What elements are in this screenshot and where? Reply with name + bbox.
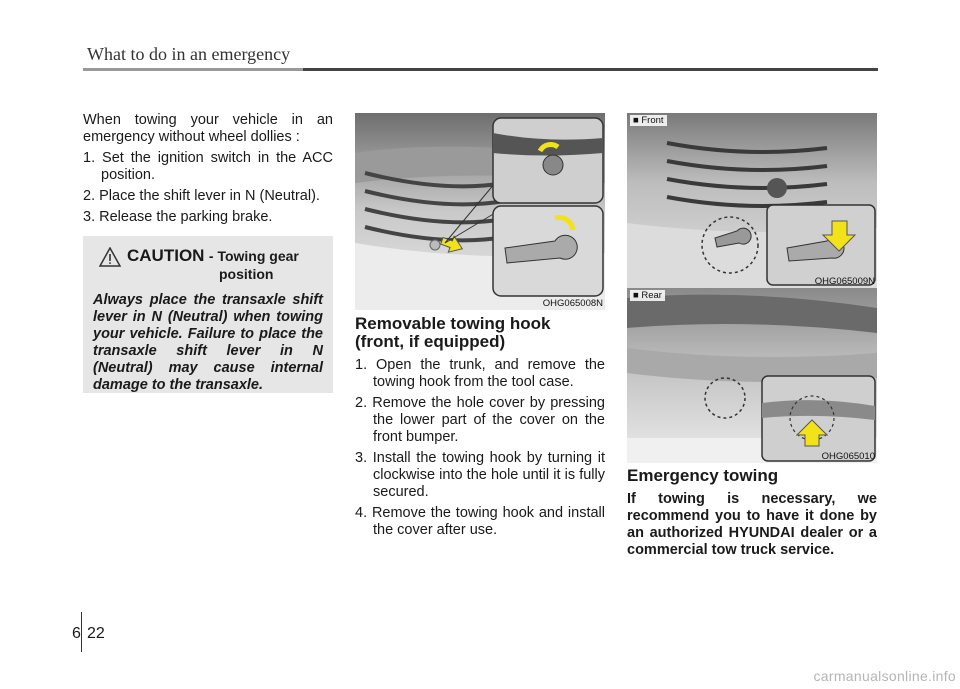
rear-bumper-illustration: [627, 288, 877, 463]
ignition-step: 1. Set the ignition switch in the ACC position.: [83, 150, 333, 183]
emergency-towing-heading: Emergency towing: [627, 466, 779, 485]
remove-cover-step: 2. Remove the hole cover by pressing the lower part of the cover on the front bumper.: [355, 395, 605, 445]
watermark: carmanualsonline.info: [813, 668, 956, 684]
figure-code: OHG065010: [821, 451, 875, 462]
caution-subtitle: - Towing gear: [208, 248, 299, 264]
figure-code: OHG065009N: [814, 276, 875, 287]
header-rule-accent: [83, 68, 303, 71]
install-hook-step: 3. Install the towing hook by turning it clockwise into the hole until it is fully secured.: [355, 450, 605, 500]
emergency-towing-body: If towing is necessary, we recommend you to have it done by an authorized HYUNDAI dealer or a commercial tow truck service.: [627, 491, 877, 558]
page-number: 22: [87, 625, 105, 642]
front-grille-illustration: [627, 113, 877, 288]
figure-rear-hook: [627, 288, 877, 463]
page-header-title: What to do in an emergency: [87, 44, 291, 64]
caution-title: CAUTION: [127, 246, 205, 265]
heading-line-1: Removable towing hook: [355, 314, 551, 333]
front-bumper-illustration: [355, 113, 605, 310]
rear-label: ■ Rear: [630, 290, 665, 301]
figure-front-hook-install: [355, 113, 605, 310]
remove-hook-step: 4. Remove the towing hook and install the cover after use.: [355, 505, 605, 538]
heading-line-2: (front, if equipped): [355, 332, 506, 351]
parking-brake-step: 3. Release the parking brake.: [83, 209, 273, 225]
intro-paragraph: When towing your vehicle in an emergency without wheel dollies :: [83, 112, 333, 145]
front-label: ■ Front: [630, 115, 667, 126]
figure-front-hook: [627, 113, 877, 288]
footer-divider: [81, 612, 82, 652]
open-trunk-step: 1. Open the trunk, and remove the towing hook from the tool case.: [355, 357, 605, 390]
caution-subtitle-2: position: [219, 266, 274, 282]
warning-triangle-icon: [99, 247, 121, 267]
right-column: [627, 467, 877, 559]
left-column: [83, 112, 333, 230]
removable-hook-heading: [355, 315, 605, 351]
caution-box: [83, 236, 333, 393]
caution-body: Always place the transaxle shift lever in N (Neutral) when towing your vehicle. Failure to place the transaxle shift lever in N (Neutral) may cause internal damage to the transaxle.: [93, 292, 323, 393]
chapter-number: 6: [72, 625, 81, 642]
shift-lever-step: 2. Place the shift lever in N (Neutral).: [83, 188, 320, 204]
middle-column: [355, 315, 605, 543]
figure-code: OHG065008N: [542, 298, 603, 309]
caution-header: [99, 246, 323, 282]
